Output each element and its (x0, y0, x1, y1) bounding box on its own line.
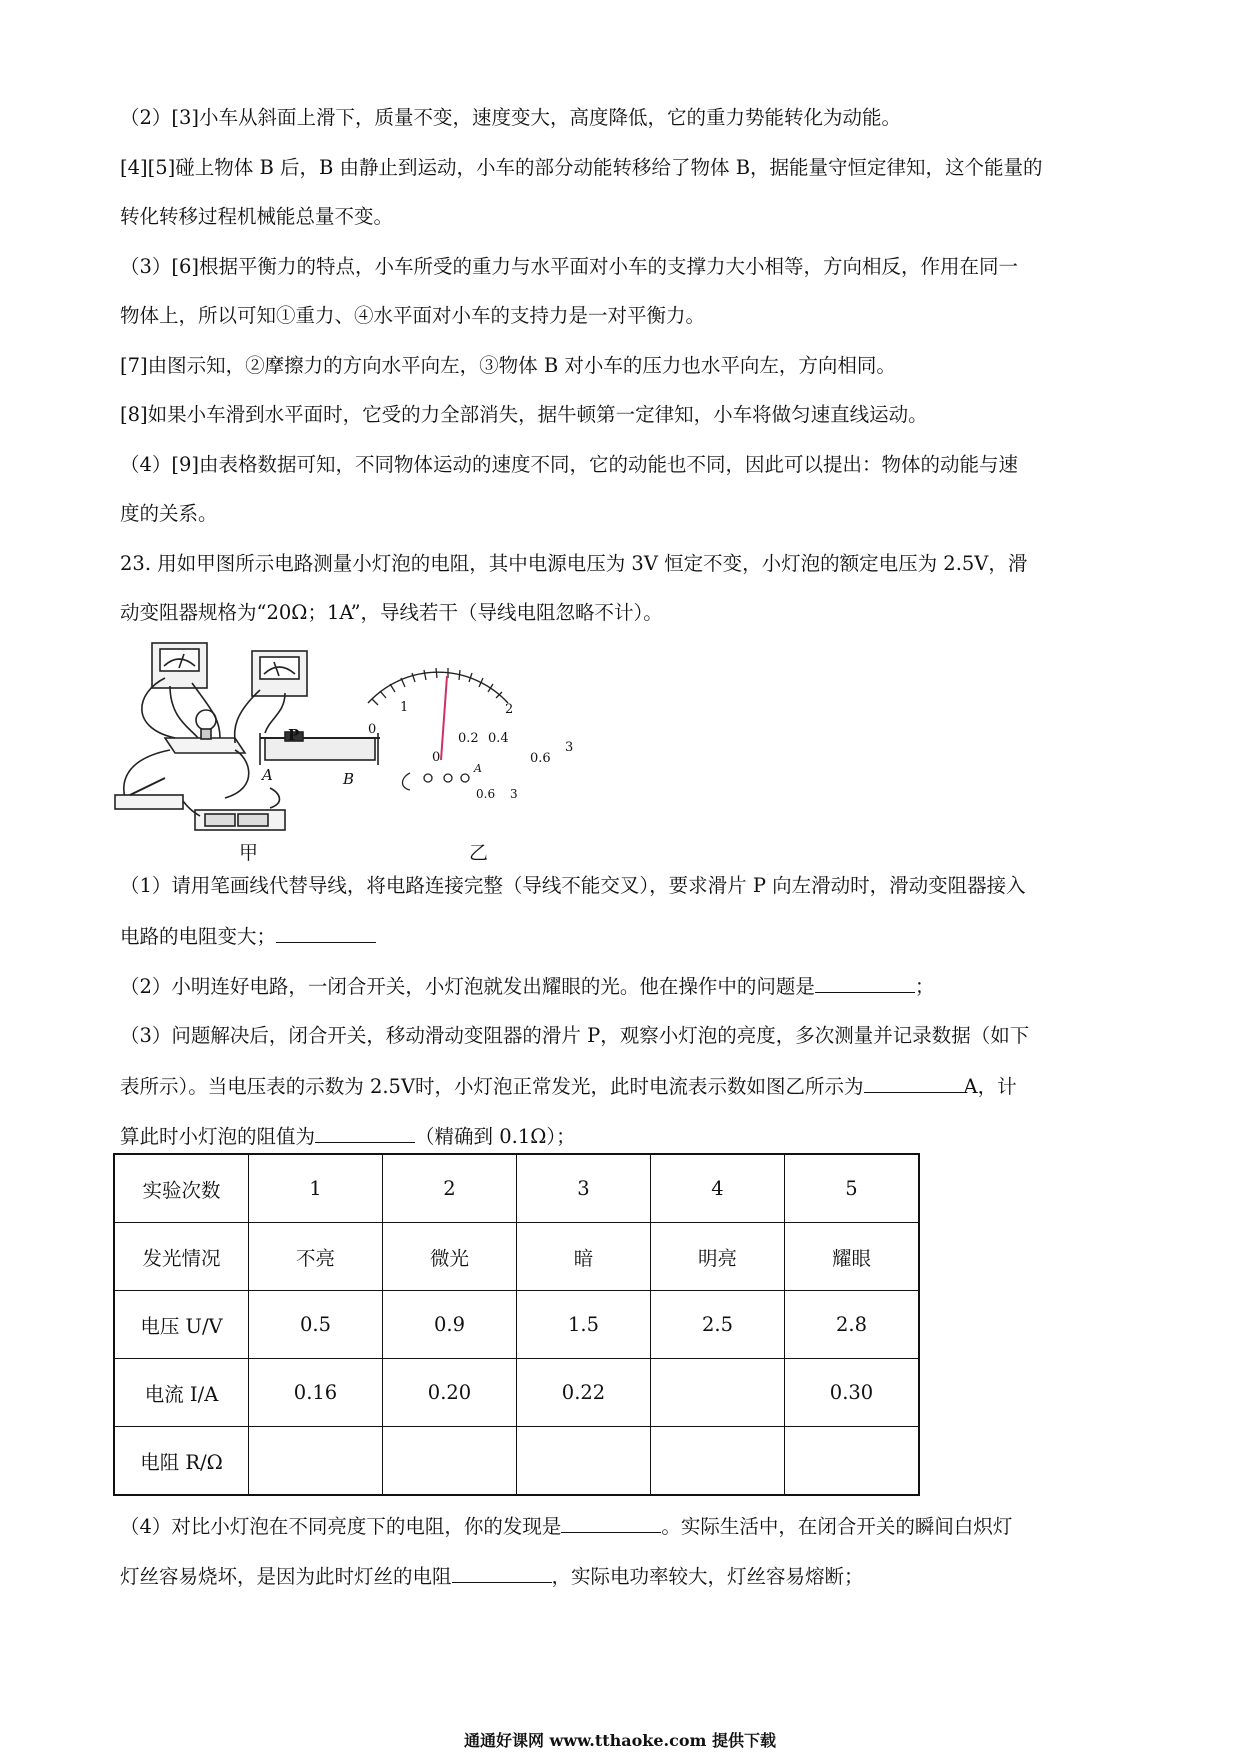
answer-blank[interactable] (864, 1072, 964, 1093)
table-cell: 4 (651, 1154, 785, 1223)
text-line: [4][5]碰上物体 B 后，B 由静止到运动，小车的部分动能转移给了物体 B，据能量守恒定律知，这个能量的 (120, 156, 1043, 179)
answer-blank[interactable] (276, 922, 376, 943)
text-line: 转化转移过程机械能总量不变。 (120, 205, 394, 228)
answer-blank[interactable] (315, 1122, 415, 1143)
table-cell: 0.30 (785, 1359, 920, 1427)
meter-terminal-3: 3 (510, 787, 518, 801)
circuit-diagram (110, 638, 600, 858)
data-table (113, 1153, 920, 1496)
answer-blank[interactable] (452, 1562, 552, 1583)
table-cell[interactable] (383, 1427, 517, 1496)
scale-bottom-0: 0 (432, 750, 441, 765)
meter-terminal-0-6: 0.6 (476, 787, 496, 801)
question-2: （2）小明连好电路，一闭合开关，小灯泡就发出耀眼的光。他在操作中的问题是 ； (120, 972, 934, 1001)
scale-bottom-0-2: 0.2 (458, 731, 479, 746)
question-1-cont: 电路的电阻变大； (120, 922, 376, 951)
table-cell[interactable] (249, 1427, 383, 1496)
question-3: （3）问题解决后，闭合开关，移动滑动变阻器的滑片 P，观察小灯泡的亮度，多次测量并记录数据（如下 (120, 1024, 1030, 1047)
text-line: 物体上，所以可知①重力、④水平面对小车的支持力是一对平衡力。 (120, 304, 706, 327)
scale-bottom-0-4: 0.4 (488, 731, 509, 746)
question-3-cont: 表所示）。当电压表的示数为 2.5V时，小灯泡正常发光，此时电流表示数如图乙所示为 A，计 (120, 1072, 1017, 1101)
ammeter-scale (368, 672, 508, 703)
table-cell: 发光情况 (114, 1223, 249, 1291)
scale-top-1: 1 (400, 700, 409, 715)
question-4-cont: 灯丝容易烧坏，是因为此时灯丝的电阻 ，实际电功率较大，灯丝容易熔断； (120, 1562, 864, 1591)
table-cell: 电压 U/V (114, 1291, 249, 1359)
table-cell: 耀眼 (785, 1223, 920, 1291)
table-cell: 0.5 (249, 1291, 383, 1359)
question-23-stem: 动变阻器规格为“20Ω；1A”，导线若干（导线电阻忽略不计）。 (120, 601, 663, 624)
figure-caption-jia: 甲 (239, 842, 259, 864)
table-cell: 0.16 (249, 1359, 383, 1427)
table-cell[interactable] (651, 1427, 785, 1496)
answer-blank[interactable] (815, 972, 915, 993)
ammeter-pointer (441, 676, 447, 760)
table-row (114, 1291, 919, 1359)
table-cell: 3 (517, 1154, 651, 1223)
table-cell[interactable] (785, 1427, 920, 1496)
table-cell: 1.5 (517, 1291, 651, 1359)
text-line: （4）[9]由表格数据可知，不同物体运动的速度不同，它的动能也不同，因此可以提出：物体的动能与速 (120, 453, 1019, 476)
table-cell: 0.20 (383, 1359, 517, 1427)
answer-blank[interactable] (561, 1512, 661, 1533)
scale-top-0: 0 (368, 722, 377, 737)
question-23-stem: 23. 用如甲图所示电路测量小灯泡的电阻，其中电源电压为 3V 恒定不变，小灯泡的额定电压为 2.5V，滑 (120, 552, 1028, 575)
table-cell: 2.8 (785, 1291, 920, 1359)
table-cell: 1 (249, 1154, 383, 1223)
circuit-figure (110, 638, 600, 864)
figure-caption-yi: 乙 (469, 842, 489, 864)
text-line: 度的关系。 (120, 502, 218, 525)
table-cell[interactable] (517, 1427, 651, 1496)
table-cell: 电流 I/A (114, 1359, 249, 1427)
scale-top-3: 3 (565, 740, 574, 755)
question-1: （1）请用笔画线代替导线，将电路连接完整（导线不能交叉），要求滑片 P 向左滑动时，滑动变阻器接入 (120, 874, 1026, 897)
text-line: [7]由图示知，②摩擦力的方向水平向左，③物体 B 对小车的压力也水平向左，方向相同。 (120, 354, 896, 377)
table-row (114, 1154, 919, 1223)
meter-unit: A (474, 762, 482, 775)
table-row (114, 1359, 919, 1427)
table-cell: 微光 (383, 1223, 517, 1291)
question-4: （4）对比小灯泡在不同亮度下的电阻，你的发现是 。实际生活中，在闭合开关的瞬间白炽灯 (120, 1512, 1012, 1541)
scale-bottom-0-6: 0.6 (530, 751, 551, 766)
slider-label: P (288, 726, 300, 744)
table-cell: 5 (785, 1154, 920, 1223)
table-cell: 不亮 (249, 1223, 383, 1291)
text-line: （3）[6]根据平衡力的特点，小车所受的重力与水平面对小车的支撑力大小相等，方向相反，作用在同一 (120, 255, 1019, 278)
table-cell (651, 1359, 785, 1427)
table-cell: 2.5 (651, 1291, 785, 1359)
text-line: [8]如果小车滑到水平面时，它受的力全部消失，据牛顿第一定律知，小车将做匀速直线运动。 (120, 403, 928, 426)
table-cell[interactable]: 0.22 (517, 1359, 651, 1427)
table-cell: 明亮 (651, 1223, 785, 1291)
scale-top-2: 2 (505, 702, 514, 717)
terminal-a-label: A (262, 766, 273, 784)
table-cell: 0.9 (383, 1291, 517, 1359)
text-line: （2）[3]小车从斜面上滑下，质量不变，速度变大，高度降低，它的重力势能转化为动能。 (120, 106, 902, 129)
page-footer: 通通好课网 www.tthaoke.com 提供下载 (463, 1731, 777, 1750)
table-row (114, 1427, 919, 1496)
question-3-cont: 算此时小灯泡的阻值为 （精确到 0.1Ω）； (120, 1122, 576, 1151)
table-row (114, 1223, 919, 1291)
terminal-b-label: B (343, 770, 355, 788)
table-cell: 2 (383, 1154, 517, 1223)
table-cell: 电阻 R/Ω (114, 1427, 249, 1496)
table-cell: 实验次数 (114, 1154, 249, 1223)
table-cell: 暗 (517, 1223, 651, 1291)
